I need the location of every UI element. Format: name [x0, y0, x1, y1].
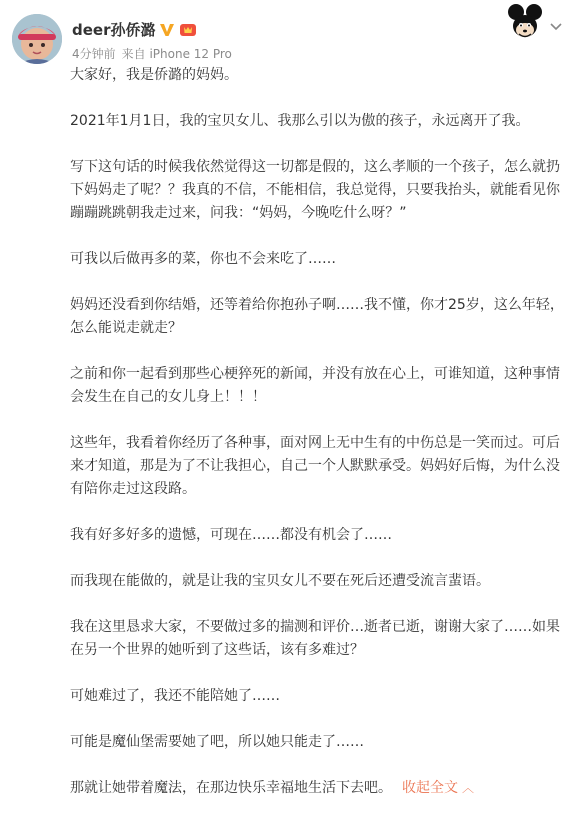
post-paragraph: 而我现在能做的，就是让我的宝贝女儿不要在死后还遭受流言蜚语。	[70, 573, 490, 589]
collapse-label: 收起全文	[402, 780, 458, 796]
post-paragraph: 写下这句话的时候我依然觉得这一切都是假的，这么孝顺的一个孩子，怎么就扔下妈妈走了呢？？我真的不信，不能相信，我总觉得，只要我抬头，就能看见你蹦蹦跳跳朝我走过来，问我：“妈妈，今晚吃什么呀？”	[70, 159, 560, 221]
post-time[interactable]: 4分钟前	[72, 47, 116, 61]
post-body	[70, 64, 570, 823]
post-paragraph: 这些年，我看着你经历了各种事，面对网上无中生有的中伤总是一笑而过。可后来才知道，那是为了不让我担心，自己一个人默默承受。妈妈好后悔，为什么没有陪你走过这段路。	[70, 435, 560, 497]
avatar-image	[12, 14, 62, 64]
post-source: 来自 iPhone 12 Pro	[121, 47, 232, 61]
chevron-down-icon[interactable]	[548, 18, 564, 34]
collapse-full-text-link[interactable]	[402, 780, 474, 796]
post-paragraph: 妈妈还没看到你结婚，还等着给你抱孙子啊……我不懂，你才25岁，这么年轻，怎么能说走就走？	[70, 297, 564, 336]
post-paragraph: 大家好，我是侨潞的妈妈。	[70, 67, 238, 83]
user-name[interactable]: deer孙侨潞	[72, 21, 156, 39]
post-paragraph: 之前和你一起看到那些心梗猝死的新闻，并没有放在心上，可谁知道，这种事情会发生在自己的女儿身上！！！	[70, 366, 560, 405]
chevron-up-icon: ︿	[462, 781, 475, 795]
post-paragraph: 那就让她带着魔法，在那边快乐幸福地生活下去吧。	[70, 780, 392, 796]
post-last-paragraph	[70, 777, 570, 800]
post-paragraph: 可我以后做再多的菜，你也不会来吃了……	[70, 251, 336, 267]
post-paragraph: 我有好多好多的遗憾，可现在……都没有机会了……	[70, 527, 392, 543]
post-meta	[72, 45, 238, 62]
verified-v-icon[interactable]	[159, 22, 175, 38]
avatar[interactable]	[12, 14, 62, 64]
post-paragraph: 我在这里恳求大家，不要做过多的揣测和评价…逝者已逝，谢谢大家了……如果在另一个世界的她听到了这些话，该有多难过？	[70, 619, 560, 658]
post-paragraph: 可她难过了，我还不能陪她了……	[70, 688, 280, 704]
post-paragraph: 可能是魔仙堡需要她了吧，所以她只能走了……	[70, 734, 364, 750]
member-badge-icon[interactable]	[179, 22, 197, 38]
user-name-row	[72, 19, 197, 40]
post-paragraph: 2021年1月1日，我的宝贝女儿、我那么引以为傲的孩子，永远离开了我。	[70, 113, 530, 129]
